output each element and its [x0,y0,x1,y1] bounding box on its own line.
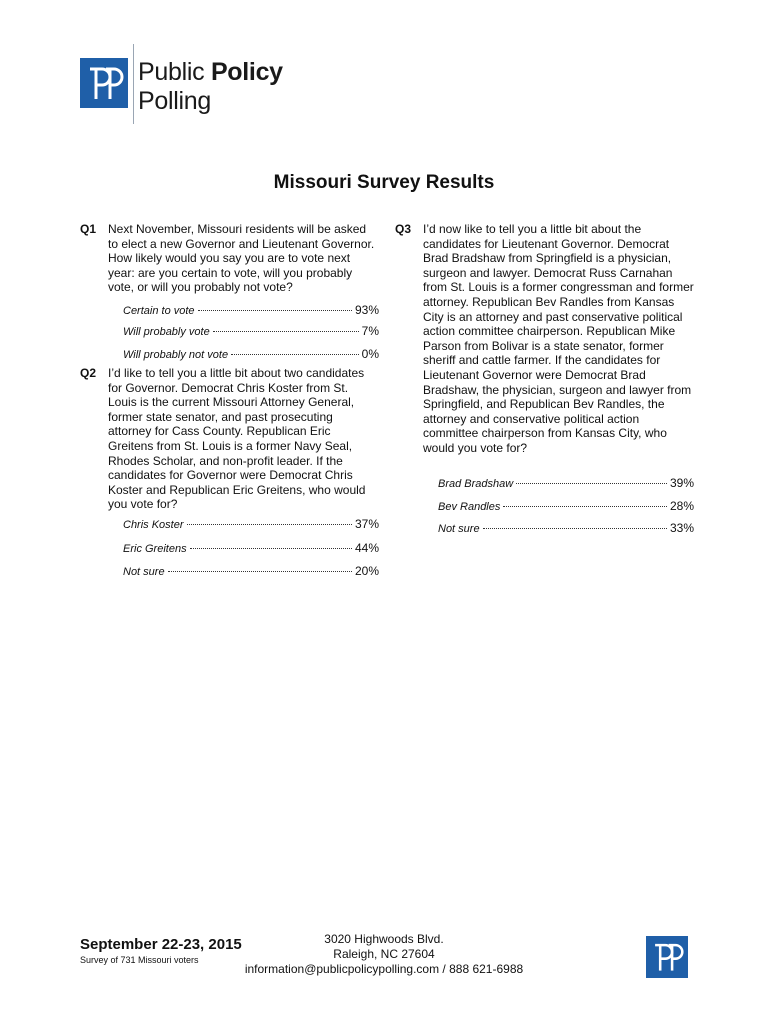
ppp-monogram-icon [646,936,688,978]
leader-dots [168,571,352,572]
question-number: Q3 [395,222,412,236]
answer-row [438,499,694,513]
answer-percent: 39% [669,476,694,490]
leader-dots [231,354,359,355]
leader-dots [503,506,667,507]
answer-row [123,541,379,555]
answer-label: Will probably vote [123,326,210,338]
address-city: Raleigh, NC 27604 [333,947,435,961]
answer-label: Certain to vote [123,305,195,317]
answer-row [123,517,379,531]
address-contact: information@publicpolicypolling.com / 888 621-6988 [244,962,524,976]
logo-wordmark [138,58,338,116]
logo-divider [133,44,134,124]
answer-percent: 20% [354,564,379,578]
logo-word-polling: Polling [138,87,211,115]
answer-label: Chris Koster [123,519,184,531]
answer-row [438,476,694,490]
question-text: I’d like to tell you a little bit about two candidates for Governor. Democrat Chris Koster from St. Louis is the current Missouri Attorney General, former state senator, and past prosecuting attorney for Cass County. Republican Eric Greitens from St. Louis is a former Navy Seal, Rhodes Scholar, and non-profit leader. If the candidates for Governor were Democrat Chris Koster and Republican Eric Greitens, who would you vote for? [108,366,366,512]
footer-date: September 22-23, 2015 [80,936,242,953]
question-number: Q2 [80,366,97,380]
answer-percent: 28% [669,499,694,513]
page-title: Missouri Survey Results [273,172,495,193]
leader-dots [187,524,352,525]
question-text: Next November, Missouri residents will be asked to elect a new Governor and Lieutenant Governor. How likely would you say you are to vote next year: are you certain to vote, will you probably vote, or will you probably not vote? [108,222,375,295]
answer-label: Not sure [438,523,480,535]
answer-label: Eric Greitens [123,543,187,555]
leader-dots [483,528,667,529]
answer-row [438,521,694,535]
answer-row [123,303,379,317]
answer-label: Bev Randles [438,501,501,513]
answer-percent: 33% [669,521,694,535]
address-street: 3020 Highwoods Blvd. [324,932,444,946]
answer-row [123,564,379,578]
answer-row [123,347,379,361]
leader-dots [516,483,667,484]
question-text: I’d now like to tell you a little bit about the candidates for Lieutenant Governor. Democrat Brad Bradshaw from Springfield is a physician, surgeon and lawyer. Democrat Russ Carnahan from St. Louis is a former congressman and former attorney. Republican Bev Randles from Kansas City is an attorney and past conservative political action committee chairperson. Republican Mike Parson from Bolivar is a state senator, former sheriff and cattle farmer. If the candidates for Lieutenant Governor were Democrat Brad Bradshaw, the physician, surgeon and lawyer from Springfield, and Republican Bev Randles, the attorney and conservative political action committee chairperson from Kansas City, who would you vote for? [423,222,694,455]
answer-percent: 37% [354,517,379,531]
answer-row [123,324,379,338]
leader-dots [198,310,352,311]
answer-percent: 7% [361,324,379,338]
answer-percent: 44% [354,541,379,555]
answer-label: Brad Bradshaw [438,478,514,490]
ppp-monogram-icon [80,58,128,108]
question-number: Q1 [80,222,97,236]
leader-dots [213,331,359,332]
answer-percent: 93% [354,303,379,317]
footer-address [222,932,546,977]
answer-label: Will probably not vote [123,349,229,361]
answer-percent: 0% [361,347,379,361]
leader-dots [190,548,352,549]
answer-label: Not sure [123,566,165,578]
logo-word-public: Public [138,58,211,86]
footer-survey-note: Survey of 731 Missouri voters [80,955,199,965]
logo-word-policy: Policy [210,58,283,86]
